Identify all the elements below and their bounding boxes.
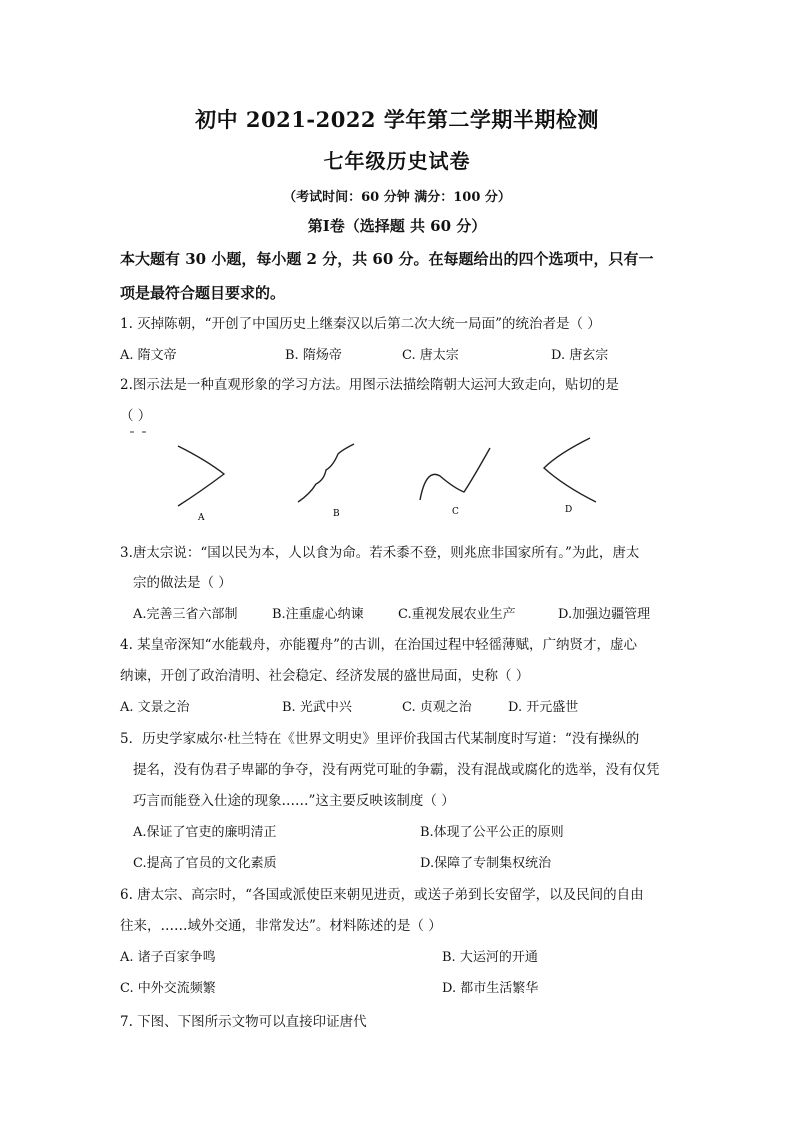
question-4-option-b: B. 光武中兴 — [282, 700, 352, 715]
question-5-option-b: B.体现了公平公正的原则 — [420, 825, 564, 840]
question-5-option-c: C.提高了官员的文化素质 — [133, 856, 277, 871]
curve-a — [178, 446, 224, 506]
curve-c — [420, 448, 490, 500]
section-heading: 第Ⅰ卷（选择题 共 60 分） — [307, 217, 487, 235]
exam-info: （考试时间：60 分钟 满分：100 分） — [283, 190, 511, 205]
canal-route-figure — [120, 428, 640, 528]
question-4-option-d: D. 开元盛世 — [508, 700, 579, 715]
question-7-stem: 7. 下图、下图所示文物可以直接印证唐代 — [120, 1014, 367, 1030]
exam-subtitle: 七年级历史试卷 — [323, 149, 471, 173]
question-4-option-c: C. 贞观之治 — [402, 700, 472, 715]
question-6-option-d: D. 都市生活繁华 — [442, 981, 539, 996]
question-2-stem-line-2: （ ） — [120, 408, 152, 424]
question-6-option-c: C. 中外交流频繁 — [120, 981, 216, 996]
curve-label-b: B — [333, 509, 340, 519]
curve-label-d: D — [565, 505, 573, 515]
question-1-option-a: A. 隋文帝 — [120, 348, 177, 363]
question-2-stem-line-1: 2.图示法是一种直观形象的学习方法。用图示法描绘隋朝大运河大致走向，贴切的是 — [120, 377, 619, 393]
question-1-stem: 1. 灭掉陈朝，“开创了中国历史上继秦汉以后第二次大统一局面”的统治者是（ ） — [120, 316, 601, 332]
question-6-option-b: B. 大运河的开通 — [442, 950, 538, 965]
curve-label-a: A — [198, 513, 205, 523]
question-5-stem-line-3: 巧言而能登入仕途的现象……”这主要反映该制度（ ） — [133, 793, 455, 809]
question-3-option-c: C.重视发展农业生产 — [398, 607, 516, 622]
question-5-option-a: A.保证了官吏的廉明清正 — [133, 825, 277, 840]
question-1-option-b: B. 隋炀帝 — [285, 348, 342, 363]
exam-title: 初中 2021-2022 学年第二学期半期检测 — [195, 107, 599, 132]
question-1-option-c: C. 唐太宗 — [402, 348, 459, 363]
question-3-stem-line-1: 3.唐太宗说：“国以民为本，人以食为命。若禾黍不登，则兆庶非国家所有。”为此，唐太 — [120, 545, 640, 561]
question-3-option-b: B.注重虚心纳谏 — [272, 607, 364, 622]
curve-d — [544, 438, 596, 502]
question-6-stem-line-2: 往来，……域外交通，非常发达”。材料陈述的是（ ） — [120, 918, 442, 934]
question-3-option-a: A.完善三省六部制 — [133, 607, 238, 622]
question-4-option-a: A. 文景之治 — [120, 700, 190, 715]
curve-b — [298, 444, 354, 502]
question-3-stem-line-2: 宗的做法是（ ） — [133, 575, 232, 591]
instructions-line-2: 项是最符合题目要求的。 — [120, 284, 286, 302]
question-4-stem-line-1: 4. 某皇帝深知“水能载舟，亦能覆舟”的古训，在治国过程中轻徭薄赋，广纳贤才，虚心 — [120, 637, 637, 653]
question-6-option-a: A. 诸子百家争鸣 — [120, 950, 216, 965]
curve-label-c: C — [452, 507, 459, 517]
question-5-stem-line-2: 提名，没有伪君子卑鄙的争夺，没有两党可耻的争霸，没有混战或腐化的选举，没有仅凭 — [133, 762, 660, 778]
question-6-stem-line-1: 6. 唐太宗、高宗时，“各国或派使臣来朝见进贡，或送子弟到长安留学，以及民间的自由 — [120, 887, 644, 903]
question-5-stem-line-1: 5．历史学家威尔·杜兰特在《世界文明史》里评价我国古代某制度时写道：“没有操纵的 — [120, 731, 640, 747]
question-1-option-d: D. 唐玄宗 — [551, 348, 609, 363]
question-3-option-d: D.加强边疆管理 — [558, 607, 651, 622]
question-4-stem-line-2: 纳谏，开创了政治清明、社会稳定、经济发展的盛世局面，史称（ ） — [120, 668, 530, 684]
question-5-option-d: D.保障了专制集权统治 — [420, 856, 552, 871]
instructions-line-1: 本大题有 30 小题，每小题 2 分，共 60 分。在每题给出的四个选项中，只有一 — [120, 250, 654, 268]
